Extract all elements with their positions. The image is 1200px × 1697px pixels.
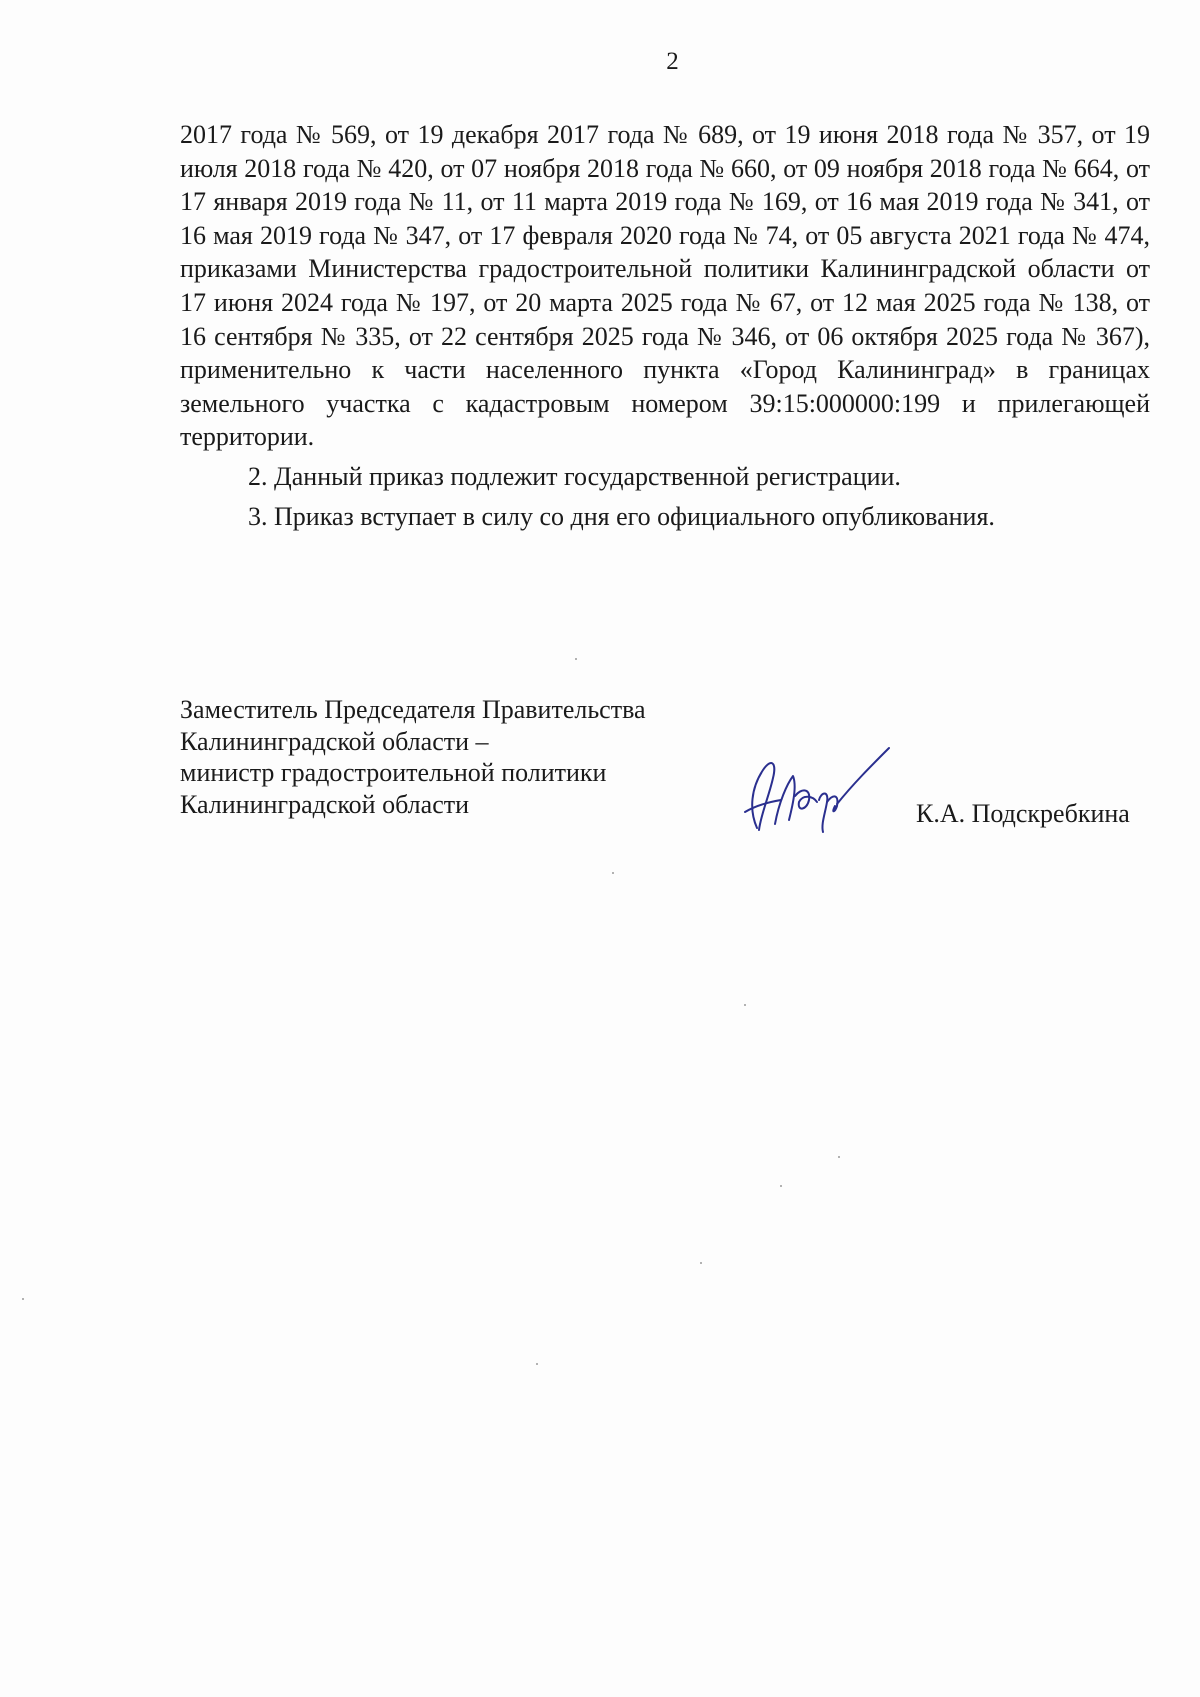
scan-speck — [22, 1298, 24, 1300]
scan-speck — [536, 1363, 538, 1365]
signature-stroke — [819, 794, 827, 833]
scan-speck — [700, 1262, 702, 1264]
signature-stroke — [837, 748, 889, 804]
signer-position-line: Калининградской области — [180, 789, 470, 819]
document-body — [180, 118, 1150, 533]
signer-position-line: министр градостроительной политики — [180, 758, 607, 787]
signer-position-line: Калининградской области – — [180, 726, 489, 756]
signature-stroke — [752, 763, 774, 830]
signature-stroke — [827, 796, 837, 811]
main-paragraph: 2017 года № 569, от 19 декабря 2017 года № 689, от 19 июня 2018 года № 357, от 19 июля 2018 года № 420, от 07 ноября 2018 года № 660, от 09 ноября 2018 года № 664, от 17 января 2019 года № 11, от 11 марта 2019 года № 169, от 16 мая 2019 года № 341, от 16 мая 2019 года № 347, от 17 февраля 2020 года № 74, от 05 августа 2021 года № 474, приказами Министерства градостроительной политики Калининградской области от 17 июня 2024 года № 197, от 20 марта 2025 года № 67, от 12 мая 2025 года № 138, от 16 сентября № 335, от 22 сентября 2025 года № 346, от 06 октября 2025 года № 367), применительно к части населенного пункта «Город Калининград» в границах земельного участка с кадастровым номером 39:15:000000:199 и прилегающей территории. — [180, 120, 1150, 452]
item-2-paragraph: 2. Данный приказ подлежит государственной регистрации. — [248, 461, 901, 491]
handwritten-signature — [735, 740, 895, 840]
signer-name: К.А. Подскребкина — [916, 799, 1130, 828]
scan-speck — [575, 658, 577, 660]
scan-speck — [838, 1156, 840, 1158]
signer-position-line: Заместитель Председателя Правительства — [180, 695, 646, 724]
item-3-paragraph: 3. Приказ вступает в силу со дня его официального опубликования. — [248, 501, 995, 531]
page-number: 2 — [666, 48, 679, 75]
scan-speck — [780, 1185, 782, 1187]
signer-position — [180, 694, 646, 820]
signature-stroke — [795, 790, 817, 808]
scan-speck — [744, 1004, 746, 1006]
scan-speck — [612, 872, 614, 874]
